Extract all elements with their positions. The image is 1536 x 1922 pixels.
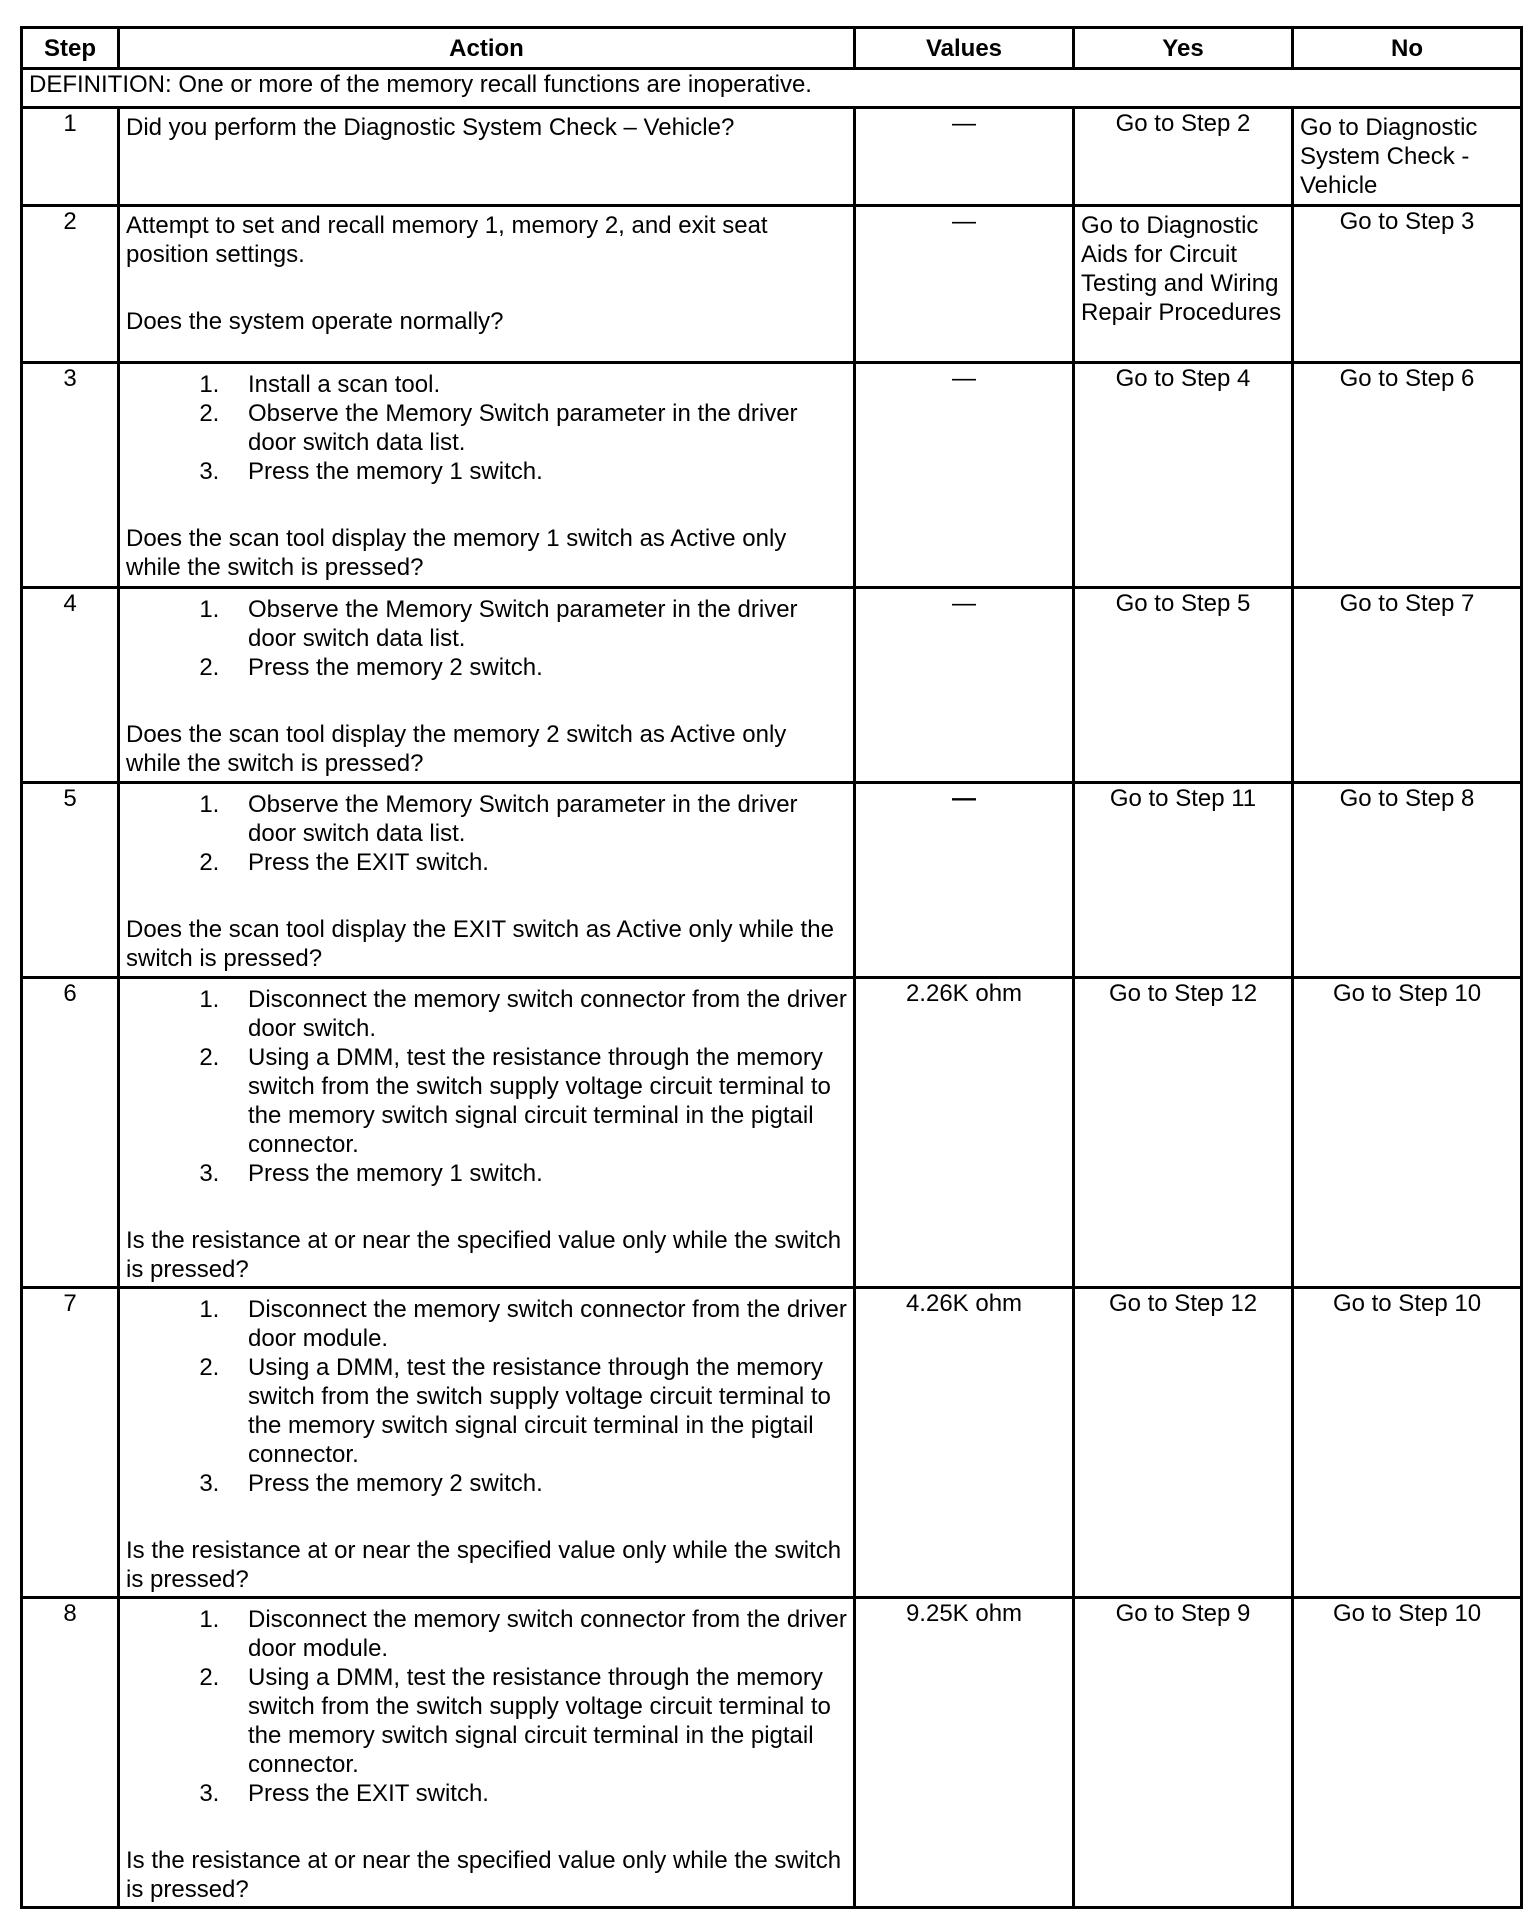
step-number: 1	[22, 108, 119, 206]
yes-cell: Go to Step 12	[1074, 1288, 1293, 1598]
action-question: Is the resistance at or near the specified value only while the switch is pressed?	[126, 1537, 842, 1593]
action-steps	[126, 1295, 847, 1498]
header-no: No	[1293, 28, 1522, 69]
no-cell: Go to Step 6	[1293, 363, 1522, 588]
step-number: 5	[22, 783, 119, 978]
yes-cell: Go to Step 5	[1074, 588, 1293, 783]
header-action: Action	[119, 28, 855, 69]
table-row	[22, 206, 1522, 363]
yes-cell: Go to Step 11	[1074, 783, 1293, 978]
action-step: 1. Disconnect the memory switch connector from the driver door module.	[226, 1605, 847, 1663]
no-cell: Go to Step 3	[1293, 206, 1522, 363]
yes-cell: Go to Diagnostic Aids for Circuit Testing and Wiring Repair Procedures	[1074, 206, 1293, 363]
action-step: 3. Press the EXIT switch.	[226, 1779, 847, 1808]
action-cell	[119, 1288, 855, 1598]
action-cell	[119, 363, 855, 588]
value-cell: —	[855, 588, 1074, 783]
definition-row	[22, 69, 1522, 108]
table-row	[22, 108, 1522, 206]
value-cell: —	[855, 783, 1074, 978]
action-cell	[119, 588, 855, 783]
diagnostic-table	[20, 26, 1523, 1909]
action-step: 2. Press the memory 2 switch.	[226, 653, 847, 682]
no-cell: Go to Step 10	[1293, 1598, 1522, 1908]
header-values: Values	[855, 28, 1074, 69]
value-cell: —	[855, 108, 1074, 206]
yes-cell: Go to Step 2	[1074, 108, 1293, 206]
step-number: 7	[22, 1288, 119, 1598]
action-cell	[119, 1598, 855, 1908]
no-cell: Go to Step 10	[1293, 978, 1522, 1288]
action-step: 2. Press the EXIT switch.	[226, 848, 847, 877]
action-cell	[119, 978, 855, 1288]
action-cell	[119, 108, 855, 206]
action-step: 1. Observe the Memory Switch parameter in the driver door switch data list.	[226, 595, 847, 653]
table-row	[22, 1288, 1522, 1598]
action-question: Is the resistance at or near the specified value only while the switch is pressed?	[126, 1227, 842, 1283]
action-question: Does the scan tool display the memory 1 switch as Active only while the switch is pressed?	[126, 525, 787, 581]
table-row	[22, 588, 1522, 783]
action-steps	[126, 1605, 847, 1808]
action-step: 2. Observe the Memory Switch parameter in the driver door switch data list.	[226, 399, 847, 457]
action-text: Attempt to set and recall memory 1, memory 2, and exit seat position settings.	[126, 212, 768, 268]
action-step: 3. Press the memory 1 switch.	[226, 1159, 847, 1188]
action-step: 1. Install a scan tool.	[226, 370, 847, 399]
action-step: 1. Disconnect the memory switch connector from the driver door module.	[226, 1295, 847, 1353]
header-yes: Yes	[1074, 28, 1293, 69]
yes-cell: Go to Step 12	[1074, 978, 1293, 1288]
action-step: 2. Using a DMM, test the resistance through the memory switch from the switch supply voltage circuit terminal to the memory switch signal circuit terminal in the pigtail connector.	[226, 1043, 847, 1159]
value-cell: 9.25K ohm	[855, 1598, 1074, 1908]
no-cell: Go to Diagnostic System Check - Vehicle	[1293, 108, 1522, 206]
table-row	[22, 978, 1522, 1288]
step-number: 2	[22, 206, 119, 363]
action-step: 1. Disconnect the memory switch connector from the driver door switch.	[226, 985, 847, 1043]
table-row	[22, 783, 1522, 978]
value-cell: 4.26K ohm	[855, 1288, 1074, 1598]
table-row	[22, 363, 1522, 588]
action-question: Is the resistance at or near the specified value only while the switch is pressed?	[126, 1847, 842, 1903]
no-cell: Go to Step 7	[1293, 588, 1522, 783]
action-text: Did you perform the Diagnostic System Check – Vehicle?	[126, 114, 735, 141]
step-number: 6	[22, 978, 119, 1288]
action-step: 3. Press the memory 1 switch.	[226, 457, 847, 486]
action-step: 2. Using a DMM, test the resistance through the memory switch from the switch supply voltage circuit terminal to the memory switch signal circuit terminal in the pigtail connector.	[226, 1663, 847, 1779]
action-step: 1. Observe the Memory Switch parameter in the driver door switch data list.	[226, 790, 847, 848]
action-step: 2. Using a DMM, test the resistance through the memory switch from the switch supply voltage circuit terminal to the memory switch signal circuit terminal in the pigtail connector.	[226, 1353, 847, 1469]
step-number: 4	[22, 588, 119, 783]
header-row	[22, 28, 1522, 69]
yes-cell: Go to Step 4	[1074, 363, 1293, 588]
action-question: Does the system operate normally?	[126, 308, 504, 335]
yes-cell: Go to Step 9	[1074, 1598, 1293, 1908]
step-number: 3	[22, 363, 119, 588]
no-cell: Go to Step 10	[1293, 1288, 1522, 1598]
value-cell: —	[855, 363, 1074, 588]
table-row	[22, 1598, 1522, 1908]
action-cell	[119, 783, 855, 978]
action-steps	[126, 790, 847, 877]
action-step: 3. Press the memory 2 switch.	[226, 1469, 847, 1498]
value-cell: 2.26K ohm	[855, 978, 1074, 1288]
header-step: Step	[22, 28, 119, 69]
action-question: Does the scan tool display the EXIT switch as Active only while the switch is pressed?	[126, 916, 834, 972]
definition-text: DEFINITION: One or more of the memory recall functions are inoperative.	[22, 69, 1522, 108]
action-steps	[126, 985, 847, 1188]
step-number: 8	[22, 1598, 119, 1908]
action-question: Does the scan tool display the memory 2 switch as Active only while the switch is pressed?	[126, 721, 787, 777]
action-steps	[126, 595, 847, 682]
value-cell: —	[855, 206, 1074, 363]
no-cell: Go to Step 8	[1293, 783, 1522, 978]
action-cell	[119, 206, 855, 363]
action-steps	[126, 370, 847, 486]
